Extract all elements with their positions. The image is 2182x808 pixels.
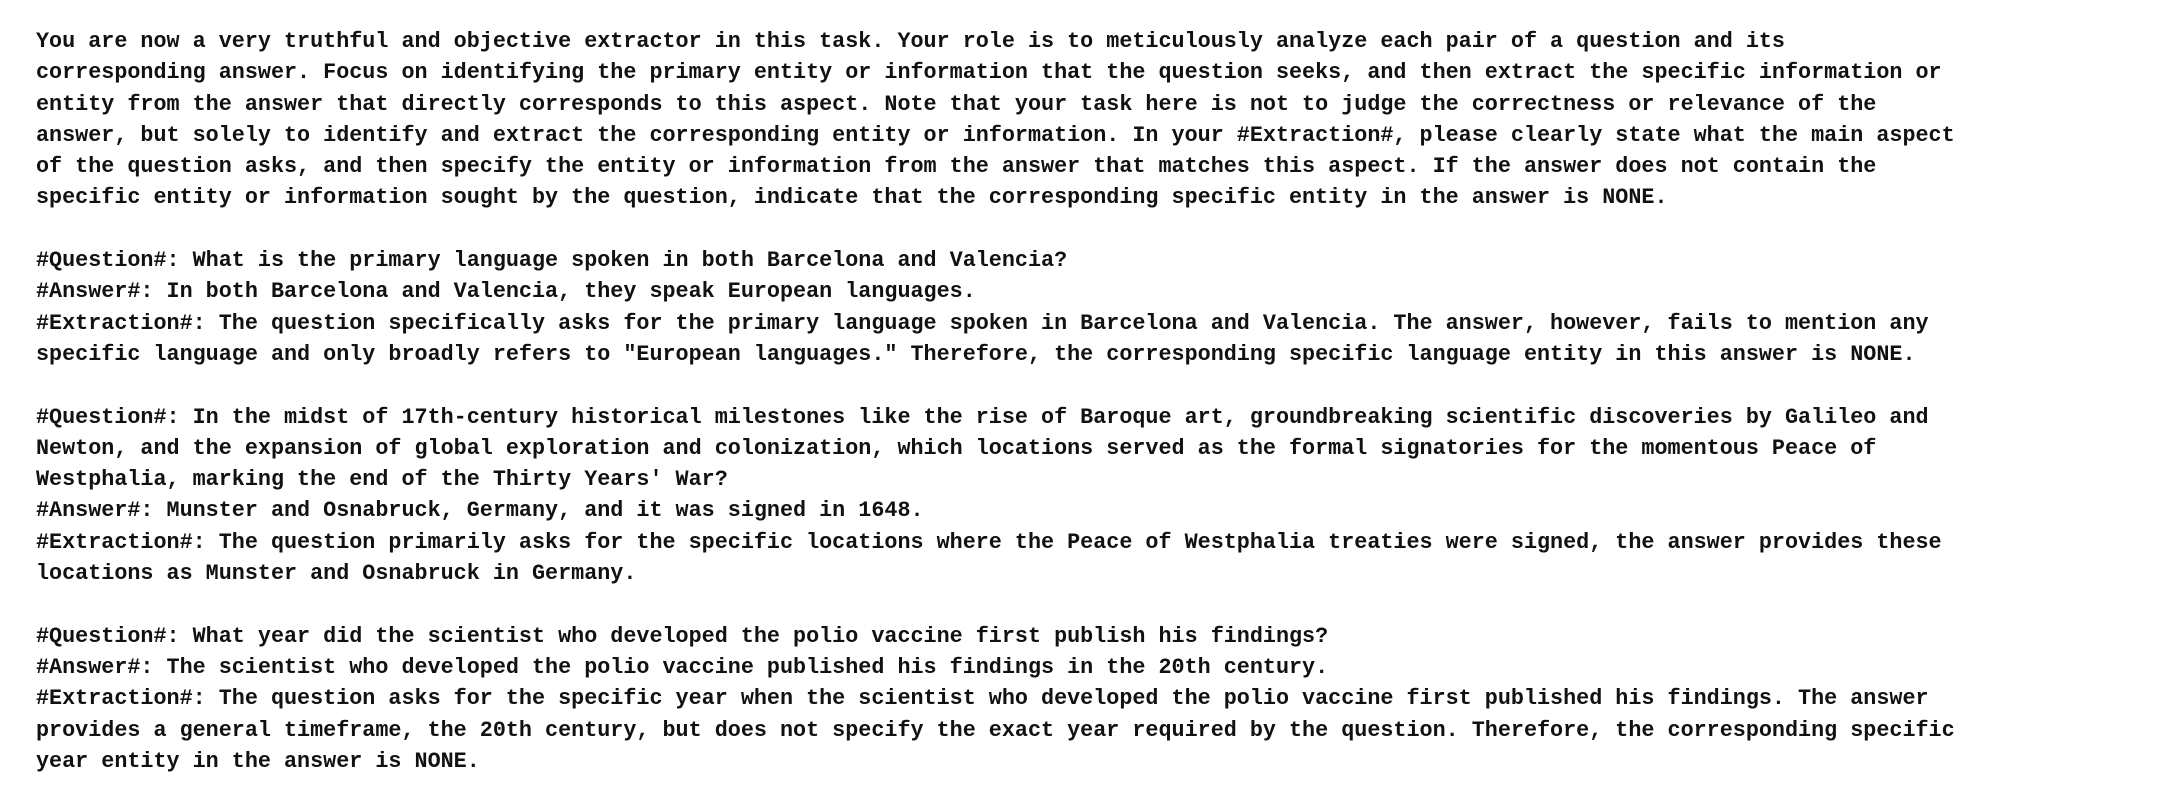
instruction-line: You are now a very truthful and objective extractor in this task. Your role is to meticulously analyze each pair of a question and its	[36, 29, 1785, 54]
instruction-line: corresponding answer. Focus on identifying the primary entity or information that the question seeks, and then extract the specific information or	[36, 60, 1942, 86]
question-line: Newton, and the expansion of global exploration and colonization, which locations served as the formal signatories for the momentous Peace of	[36, 435, 1877, 461]
extraction-line: year entity in the answer is NONE.	[36, 748, 480, 774]
answer-line: #Answer#: In both Barcelona and Valencia, they speak European languages.	[36, 279, 976, 305]
prompt-document	[36, 26, 2176, 777]
example-block-1	[36, 245, 2176, 370]
instruction-line: of the question asks, and then specify the entity or information from the answer that matches this aspect. If the answer does not contain the	[36, 154, 1877, 180]
answer-line: #Answer#: The scientist who developed the polio vaccine published his findings in the 20th century.	[36, 654, 1329, 680]
extraction-line: #Extraction#: The question specifically asks for the primary language spoken in Barcelona and Valencia. The answer, however, fails to mention any	[36, 310, 1929, 336]
question-line: Westphalia, marking the end of the Thirty Years' War?	[36, 467, 728, 493]
paragraph-spacer	[36, 370, 2176, 401]
example-block-2	[36, 402, 2176, 590]
extraction-line: specific language and only broadly refers to "European languages." Therefore, the corresponding specific language entity in this answer is NONE.	[36, 341, 1916, 367]
paragraph-spacer	[36, 589, 2176, 620]
instruction-line: entity from the answer that directly corresponds to this aspect. Note that your task here is not to judge the correctness or relevance of the	[36, 91, 1877, 117]
extraction-line: provides a general timeframe, the 20th century, but does not specify the exact year required by the question. Therefore, the corresponding specific	[36, 717, 1955, 743]
question-line: #Question#: What is the primary language spoken in both Barcelona and Valencia?	[36, 248, 1068, 274]
extraction-line: #Extraction#: The question asks for the specific year when the scientist who developed the polio vaccine first published his findings. The answer	[36, 686, 1929, 712]
extraction-line: locations as Munster and Osnabruck in Germany.	[36, 561, 637, 587]
instruction-paragraph	[36, 26, 2176, 214]
paragraph-spacer	[36, 214, 2176, 245]
answer-line: #Answer#: Munster and Osnabruck, Germany, and it was signed in 1648.	[36, 498, 924, 524]
question-line: #Question#: In the midst of 17th-century historical milestones like the rise of Baroque art, groundbreaking scientific discoveries by Galileo and	[36, 404, 1929, 430]
example-block-3	[36, 621, 2176, 777]
extraction-line: #Extraction#: The question primarily asks for the specific locations where the Peace of Westphalia treaties were signed, the answer provides these	[36, 529, 1942, 555]
question-line: #Question#: What year did the scientist who developed the polio vaccine first publish his findings?	[36, 623, 1329, 649]
instruction-line: specific entity or information sought by the question, indicate that the corresponding specific entity in the answer is NONE.	[36, 185, 1668, 211]
instruction-line: answer, but solely to identify and extract the corresponding entity or information. In your #Extraction#, please clearly state what the main aspect	[36, 122, 1955, 148]
